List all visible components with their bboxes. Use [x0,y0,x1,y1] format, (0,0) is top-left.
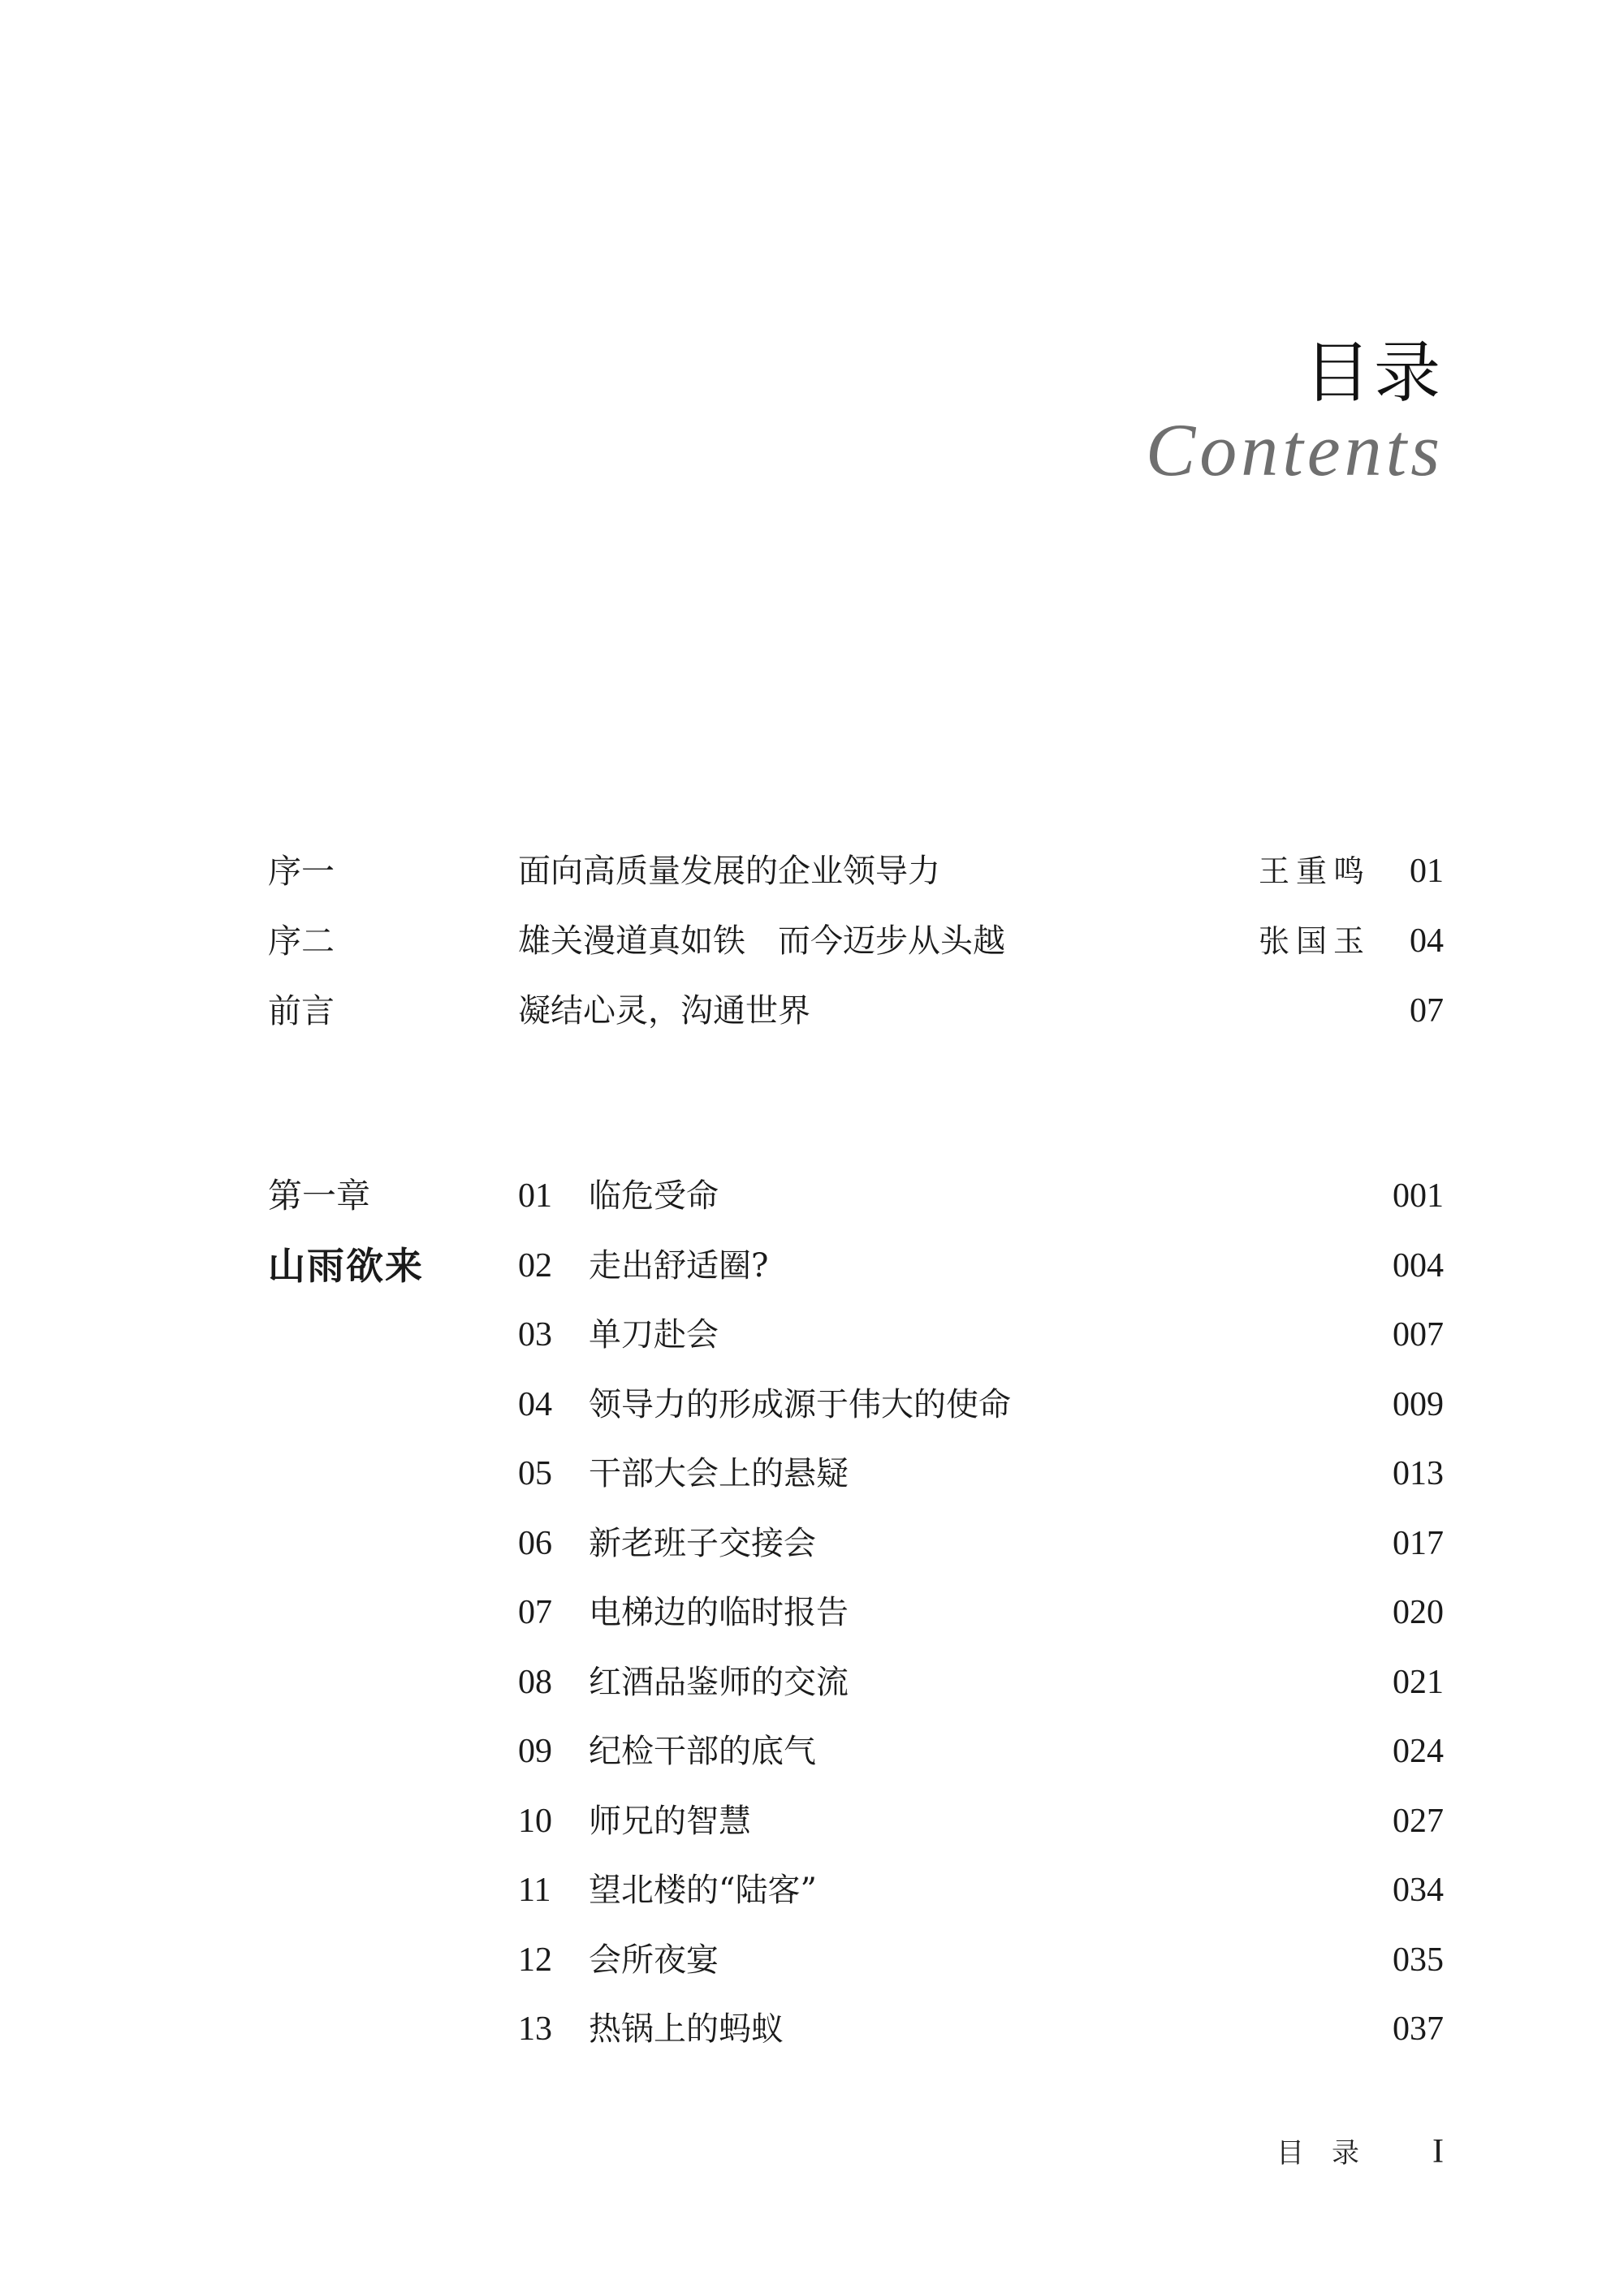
toc-entry[interactable] [518,1439,1444,1509]
entry-page: 009 [1393,1385,1444,1423]
entry-number: 01 [518,1177,552,1215]
page-number: I [1432,2133,1444,2170]
entry-number: 13 [518,2010,552,2048]
toc-entry[interactable] [518,1370,1444,1440]
entry-number: 08 [518,1663,552,1701]
page-subtitle: Contents [1145,408,1444,491]
toc-entry[interactable] [518,1509,1444,1578]
entry-title: 干部大会上的悬疑 [589,1455,849,1492]
entry-title: 新老班子交接会 [589,1524,816,1562]
entry-page: 013 [1393,1455,1444,1492]
preface-author: 王重鸣 [1258,853,1371,889]
foreword-row[interactable] [268,976,1444,1046]
toc-entry[interactable] [518,1925,1444,1995]
chapter-entries [518,1161,1444,2064]
entry-title: 红酒品鉴师的交流 [589,1663,849,1701]
entry-number: 10 [518,1802,552,1840]
foreword-page: 07 [1410,992,1444,1030]
entry-page: 021 [1393,1663,1444,1701]
entry-page: 020 [1393,1594,1444,1631]
foreword-label: 前言 [268,991,335,1030]
preface-author: 张国玉 [1258,923,1371,959]
entry-number: 06 [518,1524,552,1562]
entry-title: 师兄的智慧 [589,1802,751,1840]
entry-title: 临危受命 [589,1177,719,1215]
entry-page: 035 [1393,1941,1444,1979]
entry-number: 02 [518,1246,552,1285]
preface-label: 序一 [268,852,335,891]
running-head: 目录 [1276,2137,1387,2170]
entry-title: 电梯边的临时报告 [589,1594,849,1631]
entry-page: 007 [1393,1316,1444,1354]
toc-entry[interactable] [518,1578,1444,1647]
preface-list [268,836,1444,1046]
toc-entry[interactable] [518,1300,1444,1370]
toc-heading [1146,333,1444,490]
entry-page: 027 [1393,1802,1444,1840]
entry-title: 单刀赴会 [589,1316,719,1354]
preface-title: 面向高质量发展的企业领导力 [518,853,940,890]
entry-page: 037 [1393,2010,1444,2048]
entry-page: 017 [1393,1524,1444,1562]
entry-title: 热锅上的蚂蚁 [589,2010,784,2048]
entry-number: 07 [518,1594,552,1631]
entry-title: 望北楼的“陆客” [589,1872,817,1909]
chapter-label: 第一章 [268,1176,371,1216]
entry-title: 纪检干部的底气 [589,1733,816,1770]
chapter-name: 山雨欲来 [268,1244,424,1288]
entry-title: 走出舒适圈? [589,1246,769,1285]
page-footer [1276,2119,1444,2184]
preface-page: 04 [1410,922,1444,960]
entry-number: 04 [518,1385,552,1423]
entry-page: 024 [1393,1733,1444,1770]
toc-entry[interactable] [518,1855,1444,1925]
entry-number: 11 [518,1872,551,1909]
entry-title: 领导力的形成源于伟大的使命 [589,1385,1011,1423]
preface-title: 雄关漫道真如铁 而今迈步从头越 [518,922,1005,960]
preface-page: 01 [1410,853,1444,890]
entry-title: 会所夜宴 [589,1941,719,1979]
toc-entry[interactable] [518,1786,1444,1856]
entry-page: 034 [1393,1872,1444,1909]
entry-number: 03 [518,1316,552,1354]
toc-entry[interactable] [518,1647,1444,1717]
entry-page: 001 [1393,1177,1444,1215]
preface-label: 序二 [268,922,335,961]
toc-entry[interactable] [518,1161,1444,1231]
preface-row-2[interactable] [268,906,1444,976]
toc-entry[interactable] [518,1231,1444,1301]
chapter-heading [268,1161,424,1301]
page-title: 目录 [1303,335,1444,412]
toc-entry[interactable] [518,1717,1444,1786]
preface-row-1[interactable] [268,836,1444,906]
entry-page: 004 [1393,1246,1444,1285]
foreword-title: 凝结心灵，沟通世界 [518,992,810,1030]
entry-number: 05 [518,1455,552,1492]
entry-number: 09 [518,1733,552,1770]
toc-entry[interactable] [518,1994,1444,2064]
entry-number: 12 [518,1941,552,1979]
